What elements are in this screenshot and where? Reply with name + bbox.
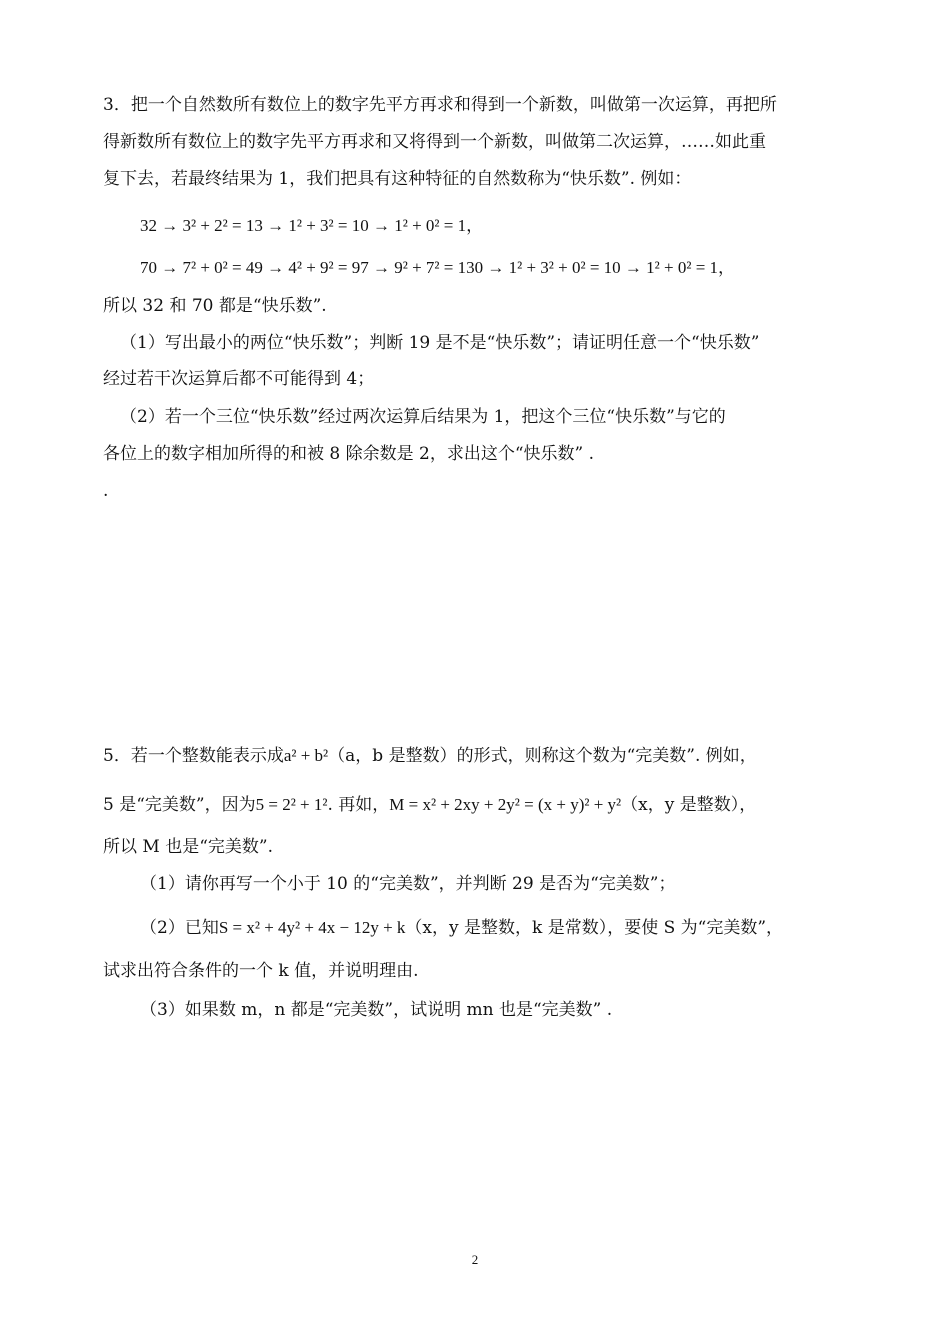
problem5-question3: （3）如果数 m，n 都是“完美数”，试说明 mn 也是“完美数” . xyxy=(140,1000,613,1020)
problem5-line1 xyxy=(103,745,757,767)
problem5-line2-text-b: . 再如， xyxy=(327,795,390,815)
problem5-question2-formula: S = x² + 4y² + 4x − 12y + k xyxy=(218,918,406,937)
problem5-question2-text-b: （x，y 是整数，k 是常数），要使 S 为“完美数”， xyxy=(405,918,784,938)
problem3-example2: 70 → 7² + 0² = 49 → 4² + 9² = 97 → 9² + 7² = 130 → 1² + 3² + 0² = 10 → 1² + 0² = 1， xyxy=(140,258,736,277)
problem5-line2-formula1: 5 = 2² + 1² xyxy=(255,795,328,814)
problem3-question1-line2: 经过若干次运算后都不可能得到 4； xyxy=(103,369,375,389)
problem3-question1-line1: （1）写出最小的两位“快乐数”；判断 19 是不是“快乐数”；请证明任意一个“快乐数” xyxy=(120,333,760,353)
problem3-line2: 得新数所有数位上的数字先平方再求和又将得到一个新数，叫做第二次运算，……如此重 xyxy=(103,132,766,152)
problem5-line1-text-b: （a，b 是整数）的形式，则称这个数为“完美数”. 例如， xyxy=(328,746,757,766)
problem3-line3: 复下去，若最终结果为 1，我们把具有这种特征的自然数称为“快乐数”. 例如： xyxy=(103,169,692,189)
problem3-example1: 32 → 3² + 2² = 13 → 1² + 3² = 10 → 1² + 0² = 1， xyxy=(140,216,484,235)
problem5-line3: 所以 M 也是“完美数”. xyxy=(103,837,273,857)
problem3-question2-line2: 各位上的数字相加所得的和被 8 除余数是 2，求出这个“快乐数” . xyxy=(103,444,595,464)
problem5-line1-formula: a² + b² xyxy=(283,746,329,765)
problem5-line1-text-a: 5．若一个整数能表示成 xyxy=(103,746,284,766)
problem3-question2-line1: （2）若一个三位“快乐数”经过两次运算后结果为 1，把这个三位“快乐数”与它的 xyxy=(120,407,726,427)
problem5-question2-text-a: （2）已知 xyxy=(140,918,219,938)
problem5-line2-text-c: （x，y 是整数）， xyxy=(621,795,757,815)
problem5-question2-line1 xyxy=(140,917,783,939)
problem5-line2 xyxy=(103,794,756,816)
stray-dot: . xyxy=(103,481,109,501)
problem5-line2-formula2: M = x² + 2xy + 2y² = (x + y)² + y² xyxy=(389,795,622,814)
page-number: 2 xyxy=(471,1252,479,1267)
problem5-line2-text-a: 5 是“完美数”，因为 xyxy=(103,795,256,815)
problem3-line1: 3．把一个自然数所有数位上的数字先平方再求和得到一个新数，叫做第一次运算，再把所 xyxy=(103,95,777,115)
problem5-question2-line2: 试求出符合条件的一个 k 值，并说明理由. xyxy=(103,961,419,981)
problem5-question1: （1）请你再写一个小于 10 的“完美数”，并判断 29 是否为“完美数”； xyxy=(140,874,676,894)
problem3-conclusion: 所以 32 和 70 都是“快乐数”. xyxy=(103,296,327,316)
